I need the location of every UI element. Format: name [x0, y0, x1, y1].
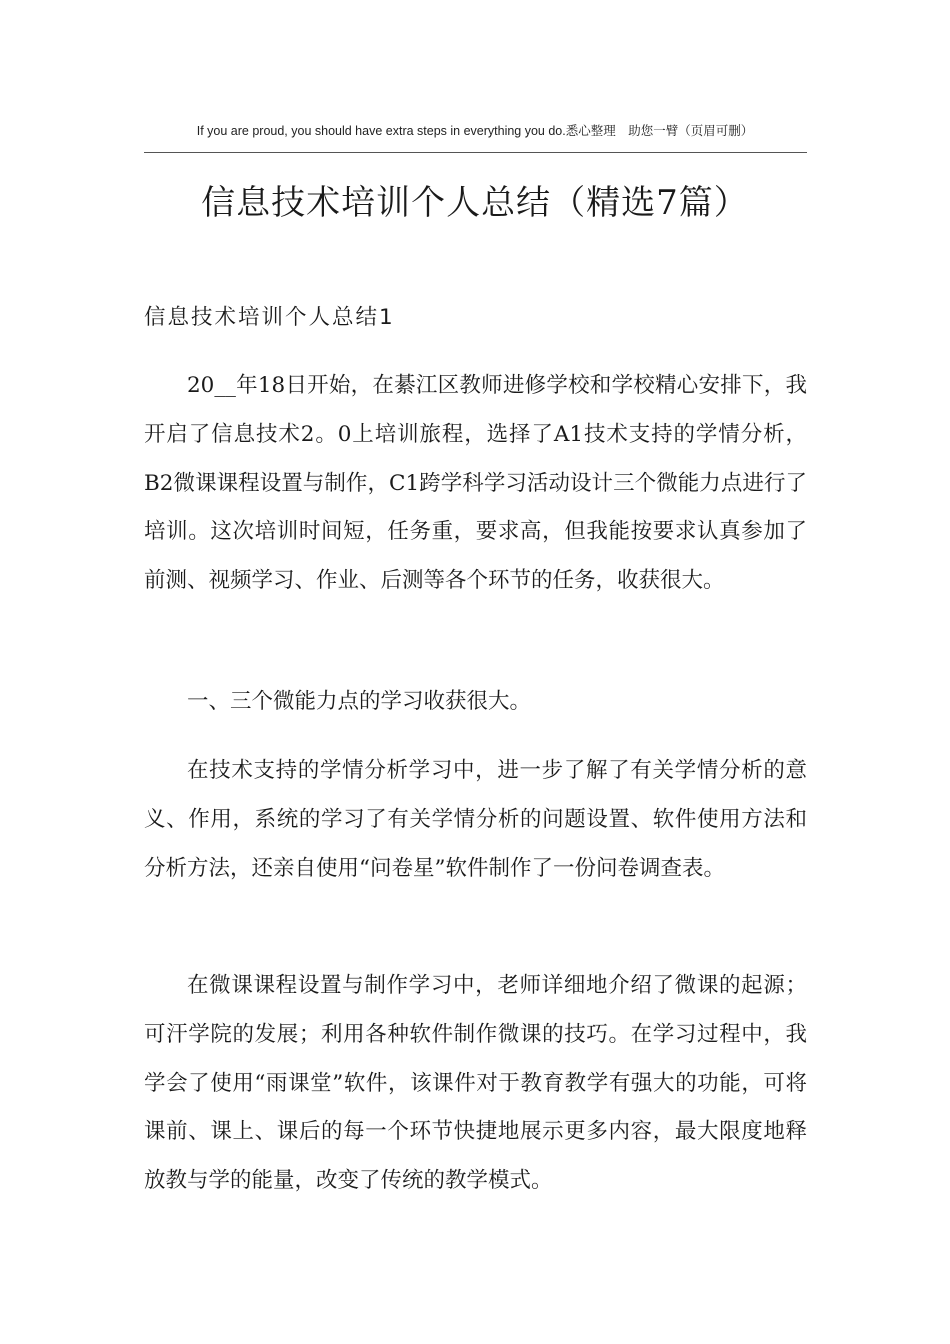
- header-divider: [144, 152, 807, 153]
- section-heading: 信息技术培训个人总结1: [144, 305, 395, 330]
- document-title: 信息技术培训个人总结（精选7篇）: [201, 183, 749, 223]
- paragraph-learning-analysis: 在技术支持的学情分析学习中，进一步了解了有关学情分析的意义、作用，系统的学习了有关学情分析的问题设置、软件使用方法和分析方法，还亲自使用“问卷星”软件制作了一份问卷调查表。: [144, 758, 807, 881]
- paragraph-micro-course: 在微课课程设置与制作学习中，老师详细地介绍了微课的起源；可汗学院的发展；利用各种软件制作微课的技巧。在学习过程中，我学会了使用“雨课堂”软件，该课件对于教育教学有强大的功能，可将课前、课上、课后的每一个环节快捷地展示更多内容，最大限度地释放教与学的能量，改变了传统的教学模式。: [144, 973, 807, 1194]
- page-header: If you are proud, you should have extra steps in everything you do.悉心整理 助您一臂（页眉可删）: [196, 124, 754, 138]
- paragraph-subheading: 一、三个微能力点的学习收获很大。: [187, 689, 532, 714]
- paragraph-intro: 20__年18日开始，在綦江区教师进修学校和学校精心安排下，我开启了信息技术2。0上培训旅程，选择了A1技术支持的学情分析，B2微课课程设置与制作，C1跨学科学习活动设计三个微能力点进行了培训。这次培训时间短，任务重，要求高，但我能按要求认真参加了前测、视频学习、作业、后测等各个环节的任务，收获很大。: [144, 373, 807, 594]
